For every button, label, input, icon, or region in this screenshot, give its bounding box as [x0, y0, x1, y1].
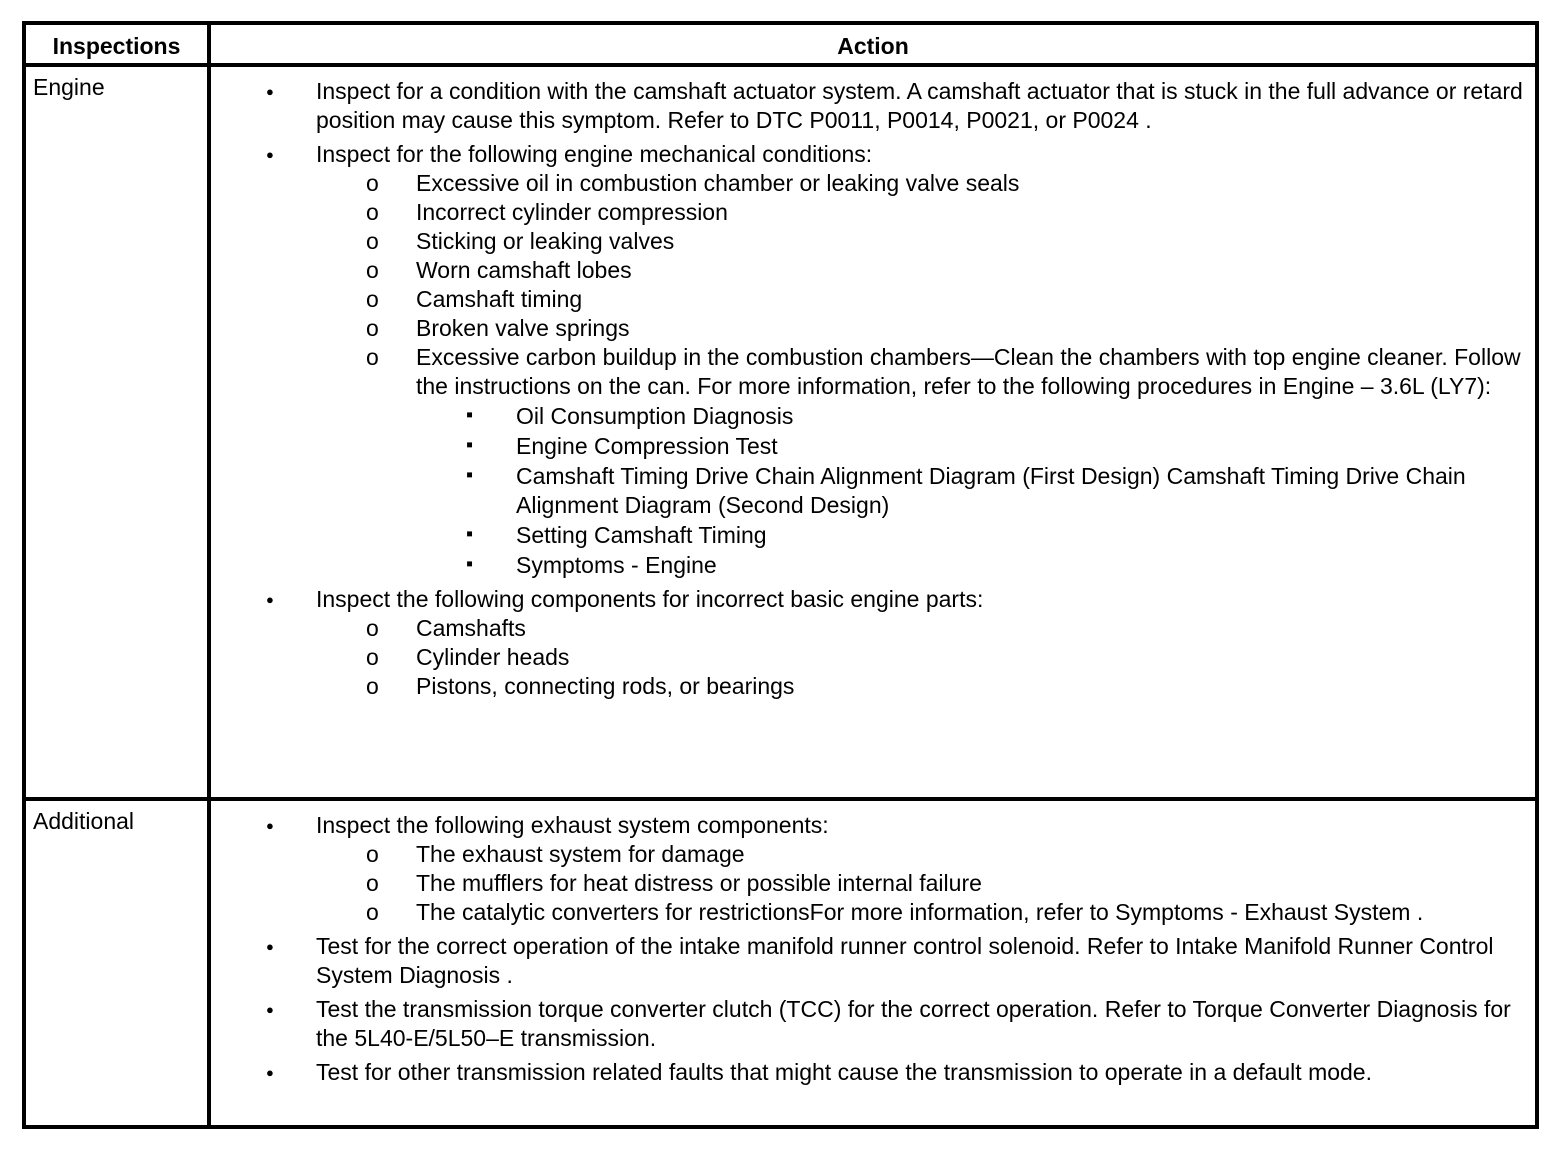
sub-item: o Broken valve springs: [211, 314, 1537, 343]
sub-item: o Pistons, connecting rods, or bearings: [211, 672, 1537, 701]
sub-item: o Camshaft timing: [211, 285, 1537, 314]
sub-item: o The catalytic converters for restrictionsFor more information, refer to Symptoms - Exhaust System .: [211, 898, 1537, 927]
sub-item: o Worn camshaft lobes: [211, 256, 1537, 285]
bullet-item: ● Inspect the following exhaust system components:: [211, 811, 1537, 840]
bullet-item: ● Test for the correct operation of the intake manifold runner control solenoid. Refer to Intake Manifold Runner Control System Diagnosis .: [211, 932, 1537, 990]
bullet-item: ● Inspect for a condition with the camshaft actuator system. A camshaft actuator that is stuck in the full advance or retard position may cause this symptom. Refer to DTC P0011, P0014, P0021, or P0024 .: [211, 77, 1537, 135]
row-label-additional: Additional: [33, 808, 135, 834]
procedure-item: ▪ Camshaft Timing Drive Chain Alignment Diagram (First Design) Camshaft Timing Drive Chain Alignment Diagram (Second Design): [211, 462, 1537, 520]
row-label-engine: Engine: [33, 74, 105, 100]
header-action: Action: [837, 33, 909, 59]
sub-item: o Incorrect cylinder compression: [211, 198, 1537, 227]
header-inspections: Inspections: [52, 33, 181, 59]
bullet-item: ● Inspect the following components for incorrect basic engine parts:: [211, 585, 1537, 614]
bullet-item: ● Test for other transmission related faults that might cause the transmission to operate in a default mode.: [211, 1058, 1537, 1087]
procedure-item: ▪ Setting Camshaft Timing: [211, 521, 1537, 550]
sub-item: o Sticking or leaking valves: [211, 227, 1537, 256]
procedure-item: ▪ Oil Consumption Diagnosis: [211, 402, 1537, 431]
header-divider: [26, 63, 1535, 67]
sub-item: o Cylinder heads: [211, 643, 1537, 672]
engine-actions: [211, 77, 1537, 701]
sub-item: o The exhaust system for damage: [211, 840, 1537, 869]
sub-item: o The mufflers for heat distress or possible internal failure: [211, 869, 1537, 898]
procedure-item: ▪ Symptoms - Engine: [211, 551, 1537, 580]
additional-actions: [211, 811, 1537, 1087]
procedure-item: ▪ Engine Compression Test: [211, 432, 1537, 461]
row-divider: [26, 797, 1535, 801]
inspection-table: [22, 21, 1539, 1129]
sub-item: o Excessive carbon buildup in the combustion chambers—Clean the chambers with top engine cleaner. Follow the instructions on the can. For more information, refer to the following procedures in Engine – 3.6L (LY7):: [211, 343, 1537, 401]
sub-item: o Excessive oil in combustion chamber or leaking valve seals: [211, 169, 1537, 198]
bullet-item: ● Inspect for the following engine mechanical conditions:: [211, 140, 1537, 169]
bullet-item: ● Test the transmission torque converter clutch (TCC) for the correct operation. Refer to Torque Converter Diagnosis for the 5L40-E/5L50–E transmission.: [211, 995, 1537, 1053]
sub-item: o Camshafts: [211, 614, 1537, 643]
